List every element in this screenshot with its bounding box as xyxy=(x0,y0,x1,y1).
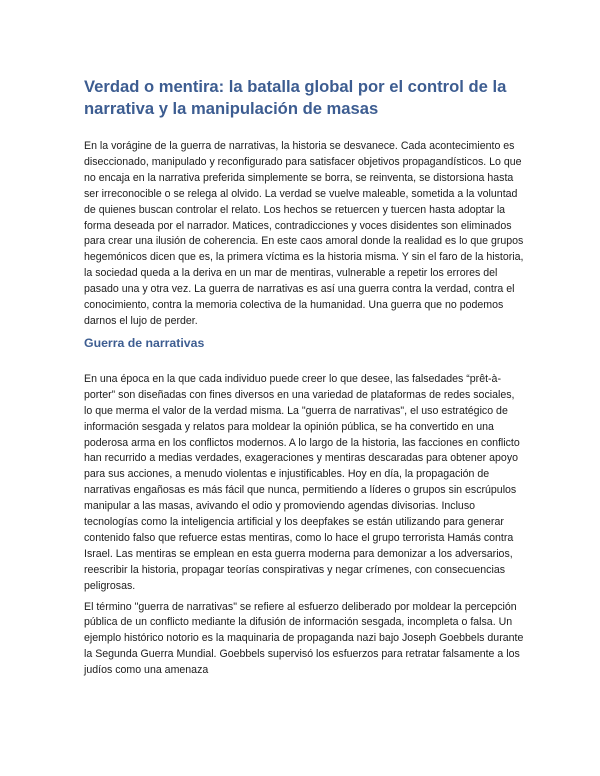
spacer xyxy=(84,120,524,139)
spacer xyxy=(84,351,524,372)
section-paragraph: En una época en la que cada individuo puede creer lo que desee, las falsedades “prêt-à-porter” son diseñadas con fines diversos en una variedad de plataformas de redes sociales, lo que merma el valor de la verdad misma. La "guerra de narrativas", el uso estratégico de información sesgada y relatos para moldear la opinión pública, se ha convertido en una poderosa arma en los conflictos modernos. A lo largo de la historia, las facciones en conflicto han recurrido a medias verdades, exageraciones y mentiras descaradas para obtener apoyo para sus acciones, a menudo violentas e injustificables. Hoy en día, la propagación de narrativas engañosas es más fácil que nunca, permitiendo a líderes o grupos sin escrúpulos manipular a las masas, avivando el odio y promoviendo agendas divisorias. Incluso tecnologías como la inteligencia artificial y los deepfakes se están utilizando para generar contenido falso que refuerce estas mentiras, como lo hace el grupo terrorista Hamás contra Israel. Las mentiras se emplean en esta guerra moderna para demonizar a los adversarios, reescribir la historia, propagar teorías conspirativas y negar crímenes, con consecuencias peligrosas. xyxy=(84,372,520,592)
page-title: Verdad o mentira: la batalla global por el control de la narrativa y la manipulación de masas xyxy=(84,77,507,118)
intro-paragraph: En la vorágine de la guerra de narrativas, la historia se desvanece. Cada acontecimiento es diseccionado, manipulado y reconfigurado para satisfacer objetivos propagandísticos. Lo que no encaja en la narrativa preferida simplemente se borra, se reinventa, se distorsiona hasta ser irreconocible o se relega al olvido. La verdad se vuelve maleable, sometida a la voluntad de quienes buscan controlar el relato. Los hechos se retuercen y tuercen hasta adoptar la forma deseada por el narrador. Matices, contradicciones y voces disidentes son eliminados para crear una ilusión de coherencia. En este caos amoral donde la realidad es lo que grupos hegemónicos dicen que es, la primera víctima es la historia misma. Y sin el faro de la historia, la sociedad queda a la deriva en un mar de mentiras, vulnerable a repetir los errores del pasado una y otra vez. La guerra de narrativas es así una guerra contra la verdad, contra el conocimiento, contra la memoria colectiva de la humanidad. Una guerra que no podemos darnos el lujo de perder. xyxy=(84,140,524,327)
document-body xyxy=(84,76,524,679)
section-paragraph: El término "guerra de narrativas" se refiere al esfuerzo deliberado por moldear la percepción pública de un conflicto mediante la difusión de información sesgada, incompleta o falsa. Un ejemplo histórico notorio es la maquinaria de propaganda nazi bajo Joseph Goebbels durante la Segunda Guerra Mundial. Goebbels supervisó los esfuerzos para retratar falsamente a los judíos como una amenaza xyxy=(84,600,524,677)
section-heading: Guerra de narrativas xyxy=(84,335,205,350)
